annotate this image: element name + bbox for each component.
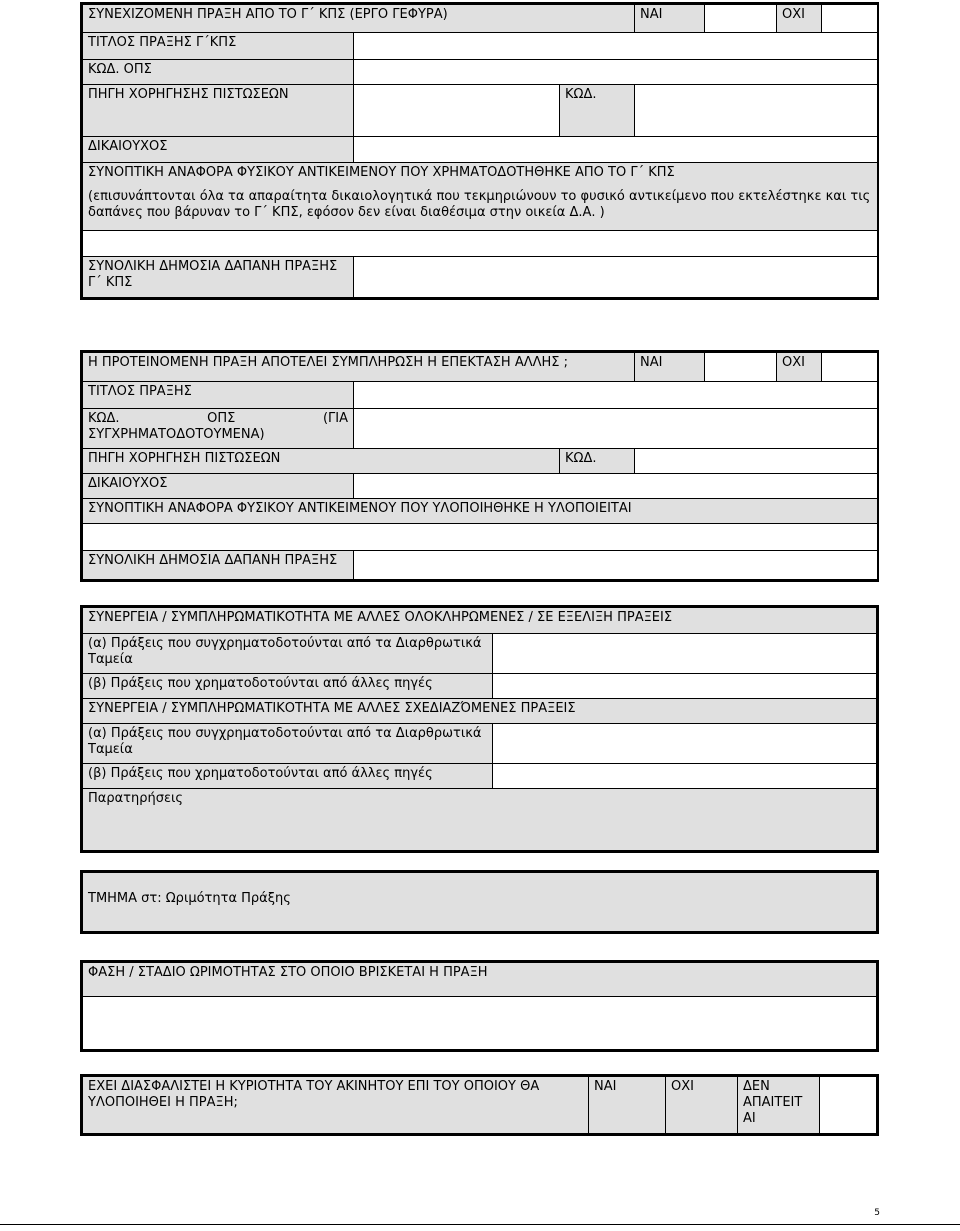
answer-box[interactable] [820, 1077, 877, 1134]
summary-field[interactable] [83, 231, 878, 257]
title-field[interactable] [354, 382, 878, 409]
code-field[interactable] [635, 85, 878, 137]
beneficiary-field[interactable] [354, 474, 878, 499]
page-number: 5 [874, 1208, 880, 1218]
yes-option[interactable]: ΝΑΙ [589, 1077, 666, 1134]
ops-code-part: ΚΩΔ. [88, 411, 120, 426]
synergy-planned-heading: ΣΥΝΕΡΓΕΙΑ / ΣΥΜΠΛΗΡΩΜΑΤΙΚΟΤΗΤΑ ΜΕ ΑΛΛΕΣ ΣΧΕΔΙΑΖΌΜΕΝΕΣ ΠΡΑΞΕΙΣ [83, 699, 877, 724]
ops-code-field[interactable] [354, 409, 878, 449]
other-sources-label: (β) Πράξεις που χρηματοδοτούνται από άλλες πηγές [83, 674, 493, 699]
yes-label: ΝΑΙ [635, 5, 705, 33]
code-label: ΚΩΔ. [560, 449, 635, 474]
continuing-action-label: ΣΥΝΕΧΙΖΟΜΕΝΗ ΠΡΑΞΗ ΑΠΟ ΤΟ Γ΄ ΚΠΣ (ΕΡΓΟ ΓΕΦΥΡΑ) [83, 5, 635, 33]
yes-box[interactable] [705, 5, 777, 33]
synergy-section [80, 605, 879, 853]
total-public-expenditure-field[interactable] [354, 257, 878, 298]
property-ownership-section [80, 1074, 879, 1136]
no-option[interactable]: ΟΧΙ [666, 1077, 738, 1134]
summary-label: ΣΥΝΟΠΤΙΚΗ ΑΝΑΦΟΡΑ ΦΥΣΙΚΟΥ ΑΝΤΙΚΕΙΜΕΝΟΥ ΠΟΥ ΥΛΟΠΟΙΗΘΗΚΕ Η ΥΛΟΠΟΙΕΙΤΑΙ [83, 499, 878, 524]
total-public-expenditure-field[interactable] [354, 551, 878, 580]
ops-code-part: ΟΠΣ [207, 411, 236, 426]
ops-code-field[interactable] [354, 60, 878, 85]
no-box[interactable] [822, 5, 878, 33]
extension-question-label: Η ΠΡΟΤΕΙΝΟΜΕΝΗ ΠΡΑΞΗ ΑΠΟΤΕΛΕΙ ΣΥΜΠΛΗΡΩΣΗ Η ΕΠΕΚΤΑΣΗ ΑΛΛΗΣ ; [83, 353, 635, 382]
physical-object-summary [83, 163, 878, 231]
structural-funds-label: (α) Πράξεις που συγχρηματοδοτούνται από τα Διαρθρωτικά Ταμεία [83, 724, 493, 764]
no-box[interactable] [822, 353, 878, 382]
ops-code-label: ΚΩΔ. ΟΠΣ [83, 60, 354, 85]
other-sources-label: (β) Πράξεις που χρηματοδοτούνται από άλλες πηγές [83, 764, 493, 789]
phase-heading: ΦΑΣΗ / ΣΤΑΔΙΟ ΩΡΙΜΟΤΗΤΑΣ ΣΤΟ ΟΠΟΙΟ ΒΡΙΣΚΕΤΑΙ Η ΠΡΑΞΗ [83, 963, 877, 997]
code-label: ΚΩΔ. [560, 85, 635, 137]
title-label: ΤΙΤΛΟΣ ΠΡΑΞΗΣ Γ΄ΚΠΣ [83, 33, 354, 60]
other-sources-field[interactable] [493, 764, 877, 789]
maturity-section [80, 870, 879, 934]
beneficiary-label: ΔΙΚΑΙΟΥΧΟΣ [83, 474, 354, 499]
code-field[interactable] [635, 449, 878, 474]
title-field[interactable] [354, 33, 878, 60]
phase-section [80, 960, 879, 1052]
beneficiary-label: ΔΙΚΑΙΟΥΧΟΣ [83, 137, 354, 163]
property-question: ΕΧΕΙ ΔΙΑΣΦΑΛΙΣΤΕΙ Η ΚΥΡΙΟΤΗΤΑ ΤΟΥ ΑΚΙΝΗΤΟΥ ΕΠΙ ΤΟΥ ΟΠΟΙΟΥ ΘΑ ΥΛΟΠΟΙΗΘΕΙ Η ΠΡΑΞΗ; [83, 1077, 589, 1134]
structural-funds-field[interactable] [493, 634, 877, 674]
not-required-option[interactable]: ΔΕΝ ΑΠΑΙΤΕΙΤ ΑΙ [738, 1077, 820, 1134]
maturity-heading: ΤΜΗΜΑ στ: Ωριμότητα Πράξης [83, 873, 877, 932]
funding-source-field[interactable] [354, 85, 560, 137]
yes-label: ΝΑΙ [635, 353, 705, 382]
total-public-expenditure-label: ΣΥΝΟΛΙΚΗ ΔΗΜΟΣΙΑ ΔΑΠΑΝΗ ΠΡΑΞΗΣ Γ΄ ΚΠΣ [83, 257, 354, 298]
no-label: ΟΧΙ [777, 5, 822, 33]
remarks-label: Παρατηρήσεις [88, 791, 184, 806]
total-public-expenditure-label: ΣΥΝΟΛΙΚΗ ΔΗΜΟΣΙΑ ΔΑΠΑΝΗ ΠΡΑΞΗΣ [83, 551, 354, 580]
summary-note: (επισυνάπτονται όλα τα απαραίτητα δικαιολογητικά που τεκμηριώνουν το φυσικό αντικείμενο που εκτελέστηκε και τις δαπάνες που βάρυναν το Γ΄ ΚΠΣ, εφόσον δεν είναι διαθέσιμα στην οικεία Δ.Α. ) [88, 189, 871, 220]
footer-rule [0, 1224, 960, 1225]
beneficiary-field[interactable] [354, 137, 878, 163]
synergy-existing-heading: ΣΥΝΕΡΓΕΙΑ / ΣΥΜΠΛΗΡΩΜΑΤΙΚΟΤΗΤΑ ΜΕ ΑΛΛΕΣ ΟΛΟΚΛΗΡΩΜΕΝΕΣ / ΣΕ ΕΞΕΛΙΞΗ ΠΡΑΞΕΙΣ [83, 608, 877, 634]
structural-funds-field[interactable] [493, 724, 877, 764]
phase-field[interactable] [83, 997, 877, 1050]
summary-field[interactable] [83, 524, 878, 551]
extension-action-section [80, 350, 879, 582]
remarks-field[interactable] [83, 789, 877, 851]
structural-funds-label: (α) Πράξεις που συγχρηματοδοτούνται από τα Διαρθρωτικά Ταμεία [83, 634, 493, 674]
funding-source-label: ΠΗΓΗ ΧΟΡΗΓΗΣΗΣ ΠΙΣΤΩΣΕΩΝ [83, 85, 354, 137]
funding-source-label: ΠΗΓΗ ΧΟΡΗΓΗΣΗ ΠΙΣΤΩΣΕΩΝ [83, 449, 560, 474]
summary-heading: ΣΥΝΟΠΤΙΚΗ ΑΝΑΦΟΡΑ ΦΥΣΙΚΟΥ ΑΝΤΙΚΕΙΜΕΝΟΥ ΠΟΥ ΧΡΗΜΑΤΟΔΟΤΗΘΗΚΕ ΑΠΟ ΤΟ Γ΄ ΚΠΣ [88, 165, 675, 180]
no-label: ΟΧΙ [777, 353, 822, 382]
ops-code-label [83, 409, 354, 449]
ops-code-part: (ΓΙΑ [322, 411, 348, 426]
continuing-action-section [80, 2, 879, 300]
title-label: ΤΙΤΛΟΣ ΠΡΑΞΗΣ [83, 382, 354, 409]
ops-code-part: ΣΥΓΧΡΗΜΑΤΟΔΟΤΟΥΜΕΝΑ) [88, 427, 265, 442]
other-sources-field[interactable] [493, 674, 877, 699]
yes-box[interactable] [705, 353, 777, 382]
